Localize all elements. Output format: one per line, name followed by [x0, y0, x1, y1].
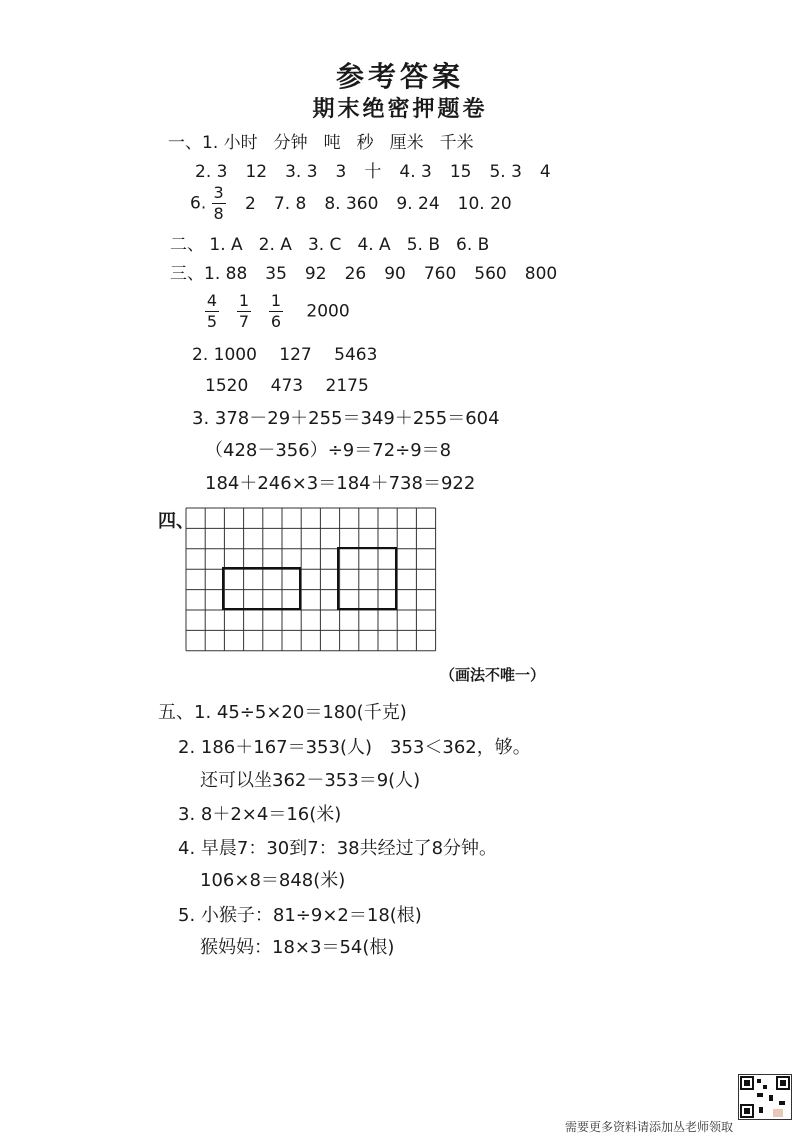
section1-row3 — [190, 184, 530, 223]
section5-q4a: 4. 早晨7：30到7：38共经过了8分钟。 — [178, 838, 498, 859]
section3-row6: （428－356）÷9＝72÷9＝8 — [205, 440, 452, 461]
section5-q5a: 5. 小猴子：81÷9×2＝18(根) — [178, 905, 422, 926]
answer-item: 秒 — [356, 133, 374, 153]
fraction-numerator: 1 — [270, 291, 282, 310]
answer-item: 90 — [384, 264, 406, 284]
section3-row3: 2. 1000 127 5463 — [192, 345, 378, 365]
answer-item: 吨 — [323, 133, 341, 153]
section2-items — [209, 235, 505, 255]
page-title: 参考答案 — [335, 60, 464, 93]
section3-row1-items — [226, 264, 576, 284]
answer-item: 分钟 — [273, 133, 308, 153]
drawn-rectangle-left — [223, 568, 300, 609]
answer-item: 9. 24 — [396, 193, 440, 214]
answer-item: 4. 3 — [399, 162, 432, 182]
answer-item: 7. 8 — [273, 193, 307, 214]
section1-label: 一、1. — [168, 133, 219, 153]
answer-item: 5. B — [406, 235, 440, 255]
section3-row4: 1520 473 2175 — [205, 376, 369, 396]
section3-row5: 3. 378－29＋255＝349＋255＝604 — [192, 408, 500, 429]
answer-item: 12 — [245, 162, 268, 182]
section1-row3-label: 6. — [190, 193, 207, 214]
section1-row3-items — [245, 194, 530, 214]
fraction-denominator: 7 — [238, 312, 250, 331]
section3-fractions — [205, 291, 301, 331]
answer-item: 厘米 — [389, 133, 424, 153]
answer-item: 88 — [225, 264, 248, 284]
answer-item: 3. C — [307, 235, 342, 255]
answer-item: 35 — [265, 264, 287, 284]
answer-item: 2. 3 — [195, 162, 228, 182]
section5-q1: 五、1. 45÷5×20＝180(千克) — [158, 702, 407, 723]
section1-row2 — [195, 157, 569, 182]
answer-item: 26 — [344, 264, 367, 284]
fraction-denominator: 8 — [213, 204, 224, 223]
section2-label: 二、 — [170, 235, 204, 255]
answer-item: 3 — [335, 162, 347, 182]
answer-item: 10. 20 — [457, 193, 512, 214]
section3-row2-tail: 2000 — [306, 301, 350, 322]
answer-item: 4. A — [357, 235, 391, 255]
section5-q2b: 还可以坐362－353＝9(人) — [200, 770, 421, 791]
fraction — [269, 292, 283, 331]
answer-item: 5. 3 — [489, 162, 522, 182]
page-subtitle: 期末绝密押题卷 — [312, 97, 488, 122]
section1-row2-items — [195, 162, 569, 182]
footer-text: 需要更多资料请添加丛老师领取 — [565, 1120, 734, 1134]
section5-q3: 3. 8＋2×4＝16(米) — [178, 804, 342, 825]
answer-item: 15 — [449, 162, 472, 182]
answer-item: 3. 3 — [285, 162, 318, 182]
answer-item: 1. A — [209, 235, 243, 255]
answer-item: 8. 360 — [324, 193, 379, 214]
drawing-note: （画法不唯一） — [440, 666, 546, 684]
section5-q2a: 2. 186＋167＝353(人) 353＜362，够。 — [178, 737, 531, 758]
section3-label: 三、1. — [170, 264, 221, 284]
answer-item: 800 — [524, 264, 558, 284]
section1-row1 — [168, 128, 490, 153]
answer-item: 6. B — [456, 235, 490, 255]
answer-item: 560 — [474, 264, 507, 284]
fraction — [205, 292, 219, 331]
fraction-numerator: 3 — [213, 183, 224, 202]
answer-item: 4 — [539, 162, 551, 182]
answer-item: 2. A — [258, 235, 292, 255]
answer-item: 小时 — [223, 133, 258, 153]
fraction-numerator: 4 — [206, 291, 218, 310]
section5-q5b: 猴妈妈：18×3＝54(根) — [200, 937, 395, 958]
fraction-denominator: 5 — [206, 312, 218, 331]
drawn-rectangle-right — [338, 548, 396, 609]
fraction — [237, 292, 251, 331]
answer-item: 760 — [423, 264, 457, 284]
section3-row7: 184＋246×3＝184＋738＝922 — [205, 473, 476, 494]
qr-code-icon — [738, 1074, 792, 1120]
section3-row2 — [205, 292, 350, 331]
fraction-numerator: 1 — [238, 291, 250, 310]
section5-q4b: 106×8＝848(米) — [200, 870, 346, 891]
answer-item: 千米 — [439, 133, 474, 153]
fraction — [212, 184, 226, 223]
answer-item: 十 — [364, 162, 382, 182]
section1-row1-items — [224, 133, 490, 153]
fraction-denominator: 6 — [270, 312, 282, 331]
drawing-grid — [185, 507, 440, 654]
section4-label: 四、 — [158, 511, 194, 532]
section2-row — [170, 230, 505, 255]
answer-item: 92 — [304, 264, 327, 284]
section3-row1 — [170, 259, 575, 284]
answer-item: 2 — [245, 193, 256, 214]
